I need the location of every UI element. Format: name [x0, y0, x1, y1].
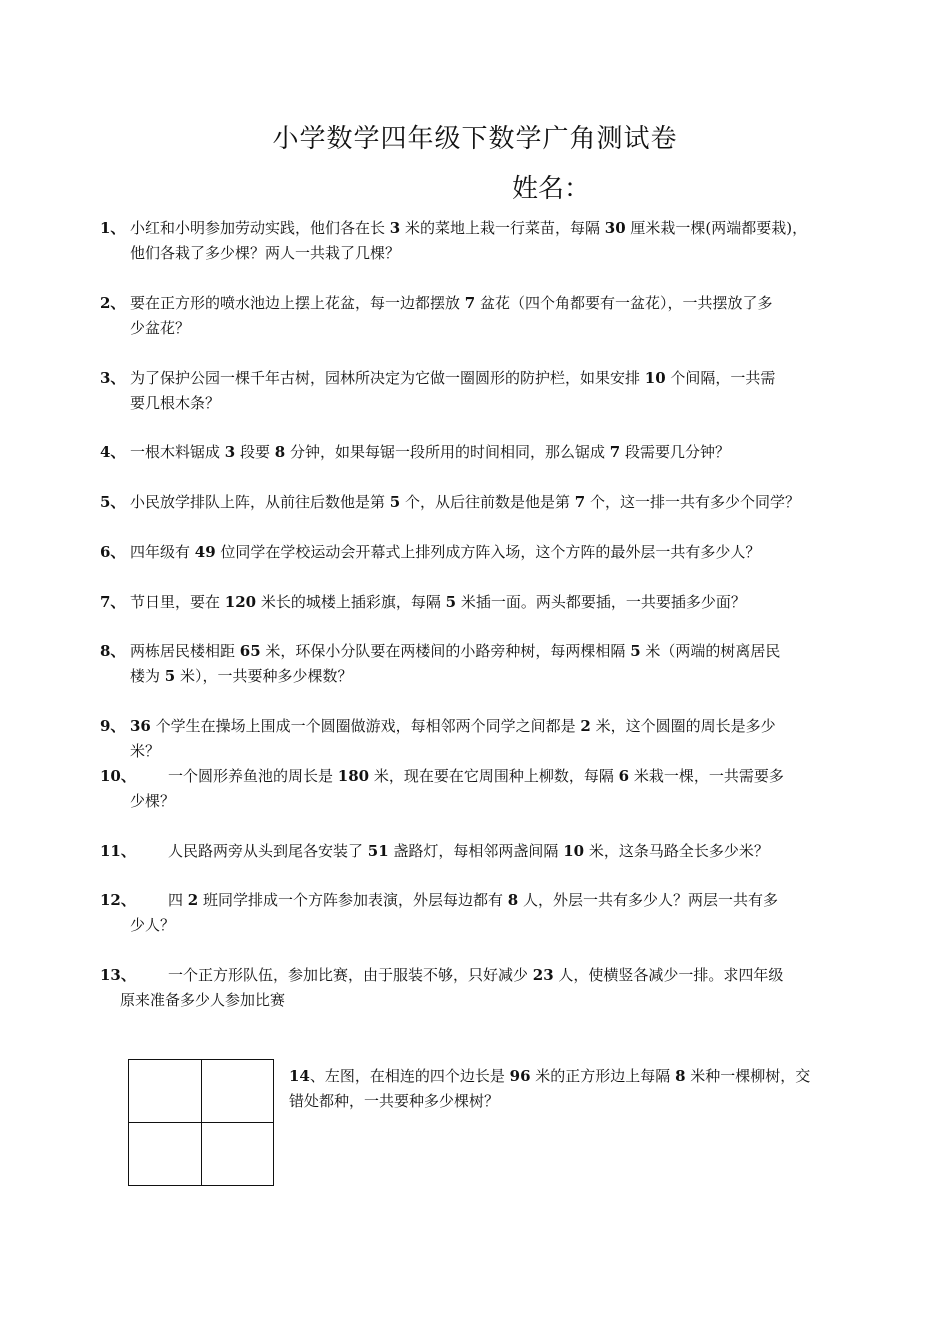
- question-number: 2、: [100, 294, 126, 312]
- question-text-continued: 错处都种，一共要种多少棵树？: [289, 1092, 500, 1110]
- question-text-continued: 米？: [130, 742, 161, 760]
- question-text-continued: 要几根木条？: [130, 394, 221, 412]
- question-6: [100, 540, 850, 565]
- question-text: 36 个学生在操场上围成一个圆圈做游戏，每相邻两个同学之间都是 2 米，这个圆圈的周长是多少: [130, 717, 776, 735]
- question-number: 5、: [100, 493, 126, 511]
- question-number: 3、: [100, 369, 126, 387]
- question-text: 要在正方形的喷水池边上摆上花盆，每一边都摆放 7 盆花（四个角都要有一盆花），一共摆放了多: [130, 294, 773, 312]
- question-text-continued: 少棵？: [130, 792, 176, 810]
- question-4: [100, 440, 850, 465]
- four-squares-figure: [128, 1059, 274, 1186]
- question-1: [100, 216, 850, 266]
- question-number: 14: [289, 1067, 310, 1085]
- question-number: 13、: [100, 966, 136, 984]
- question-text: 一根木料锯成 3 段要 8 分钟，如果每锯一段所用的时间相同，那么锯成 7 段需要几分钟？: [130, 443, 730, 461]
- question-14: [289, 1064, 849, 1114]
- question-text-continued: 少盆花？: [130, 319, 191, 337]
- question-text-continued: 原来准备多少人参加比赛: [120, 991, 286, 1009]
- question-text: 、左图，在相连的四个边长是 96 米的正方形边上每隔 8 米种一棵柳树，交: [309, 1067, 811, 1085]
- question-8: [100, 639, 850, 689]
- question-text: 一个正方形队伍，参加比赛，由于服装不够，只好减少 23 人，使横竖各减少一排。求四年级: [168, 966, 784, 984]
- question-text: 两栋居民楼相距 65 米，环保小分队要在两楼间的小路旁种树，每两棵相隔 5 米（两端的树离居民: [130, 642, 781, 660]
- question-text: 为了保护公园一棵千年古树，园林所决定为它做一圈圆形的防护栏，如果安排 10 个间隔，一共需: [130, 369, 776, 387]
- question-5: [100, 490, 850, 515]
- question-number: 7、: [100, 593, 126, 611]
- question-text: 人民路两旁从头到尾各安装了 51 盏路灯，每相邻两盏间隔 10 米，这条马路全长多少米？: [168, 842, 769, 860]
- question-11: [100, 839, 850, 864]
- grid-horizontal-line: [129, 1122, 273, 1123]
- question-13: [100, 963, 850, 1013]
- question-text: 四年级有 49 位同学在学校运动会开幕式上排列成方阵入场，这个方阵的最外层一共有多少人？: [130, 543, 761, 561]
- page-title: 小学数学四年级下数学广角测试卷: [272, 124, 678, 154]
- question-9: [100, 714, 850, 764]
- question-text: 小民放学排队上阵，从前往后数他是第 5 个，从后往前数是他是第 7 个，这一排一共有多少个同学？: [130, 493, 800, 511]
- question-number: 12、: [100, 891, 136, 909]
- question-7: [100, 590, 850, 615]
- question-2: [100, 291, 850, 341]
- question-text: 小红和小明参加劳动实践，他们各在长 3 米的菜地上栽一行菜苗，每隔 30 厘米栽一棵(两端都要栽)，: [130, 219, 808, 237]
- question-number: 10、: [100, 767, 136, 785]
- question-12: [100, 888, 850, 938]
- question-10: [100, 764, 850, 814]
- question-number: 8、: [100, 642, 126, 660]
- question-number: 9、: [100, 717, 126, 735]
- question-number: 6、: [100, 543, 126, 561]
- question-text-continued: 少人？: [130, 916, 176, 934]
- question-text: 一个圆形养鱼池的周长是 180 米，现在要在它周围种上柳数，每隔 6 米栽一棵，一共需要多: [168, 767, 784, 785]
- question-text: 四 2 班同学排成一个方阵参加表演，外层每边都有 8 人，外层一共有多少人？两层一共有多: [168, 891, 778, 909]
- question-3: [100, 366, 850, 416]
- question-text-continued: 楼为 5 米），一共要种多少棵数？: [130, 667, 353, 685]
- question-text-continued: 他们各栽了多少棵？两人一共栽了几棵？: [130, 244, 401, 262]
- question-number: 1、: [100, 219, 126, 237]
- question-number: 11、: [100, 842, 136, 860]
- name-field-label: 姓名：: [512, 174, 591, 204]
- question-number: 4、: [100, 443, 126, 461]
- question-text: 节日里，要在 120 米长的城楼上插彩旗，每隔 5 米插一面。两头都要插，一共要插多少面？: [130, 593, 746, 611]
